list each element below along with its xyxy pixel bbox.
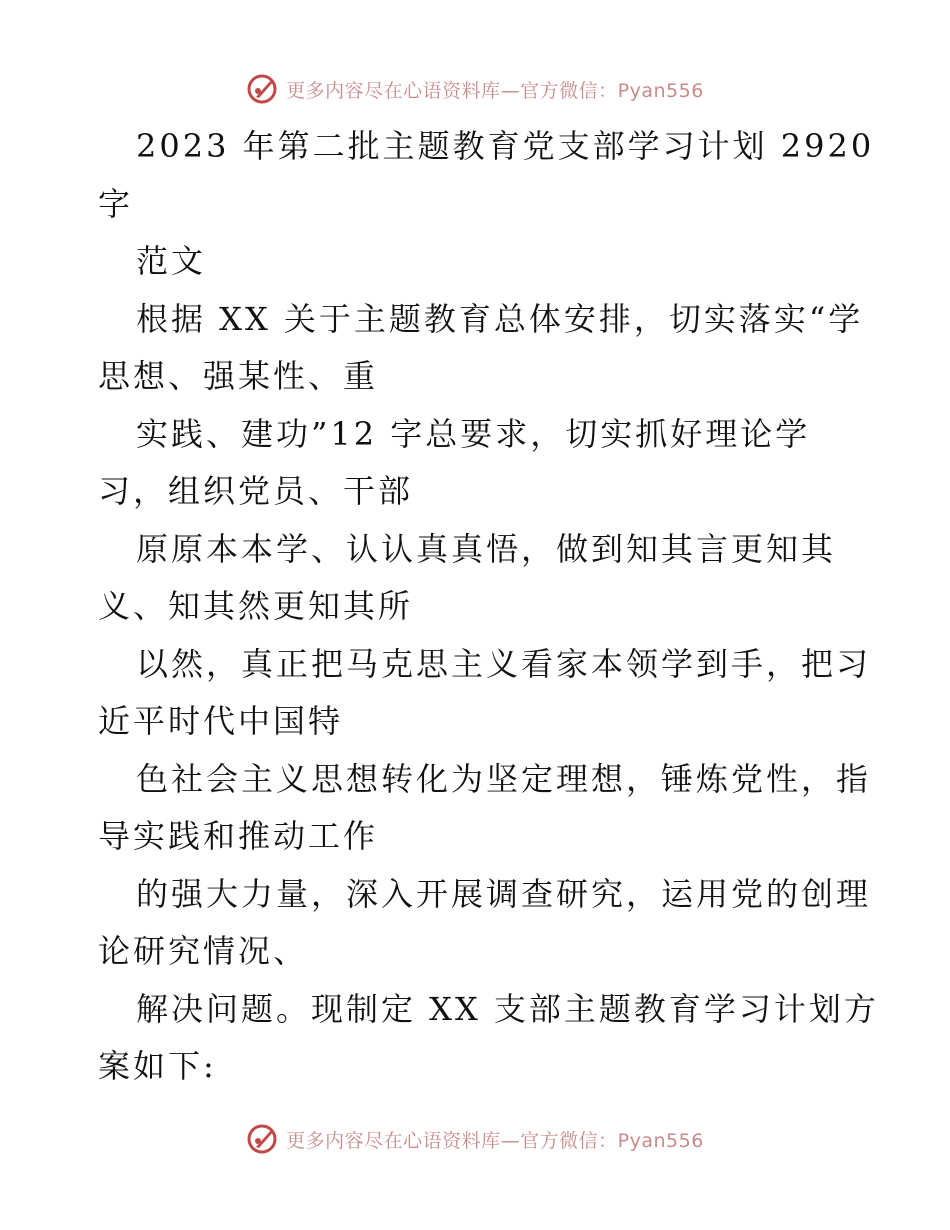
- text-line: 色社会主义思想转化为坚定理想，锤炼党性，指: [136, 759, 872, 798]
- text-line: 论研究情况、: [98, 932, 309, 970]
- text-line: 范文: [136, 242, 207, 280]
- text-line: 根据 XX 关于主题教育总体安排，切实落实“学: [136, 299, 864, 338]
- text-line: 实践、建功”12 字总要求，切实抓好理论学: [136, 414, 811, 453]
- text-line: 2023 年第二批主题教育党支部学习计划 2920: [136, 127, 875, 165]
- text-line: 原原本本学、认认真真悟，做到知其言更知其: [136, 529, 837, 568]
- text-line: 以然，真正把马克思主义看家本领学到手，把习: [136, 644, 872, 683]
- text-line: 字: [98, 184, 134, 223]
- document-body: [98, 118, 879, 1096]
- watermark-banner-top: [0, 72, 950, 106]
- watermark-text: 更多内容尽在心语资料库—官方微信：Pyan556: [286, 79, 704, 102]
- text-line: 义、知其然更知其所: [98, 587, 414, 625]
- watermark-text: 更多内容尽在心语资料库—官方微信：Pyan556: [286, 1129, 704, 1152]
- text-line: 案如下:: [98, 1047, 217, 1085]
- watermark-banner-bottom: [0, 1122, 950, 1156]
- text-line: 的强大力量，深入开展调查研究，运用党的创理: [136, 874, 872, 913]
- text-line: 解决问题。现制定 XX 支部主题教育学习计划方: [136, 989, 879, 1028]
- quill-seal-icon: [246, 72, 280, 106]
- text-line: 思想、强某性、重: [98, 357, 379, 395]
- text-line: 习，组织党员、干部: [98, 472, 414, 510]
- text-line: 导实践和推动工作: [98, 817, 379, 855]
- quill-seal-icon: [246, 1122, 280, 1156]
- text-line: 近平时代中国特: [98, 702, 344, 740]
